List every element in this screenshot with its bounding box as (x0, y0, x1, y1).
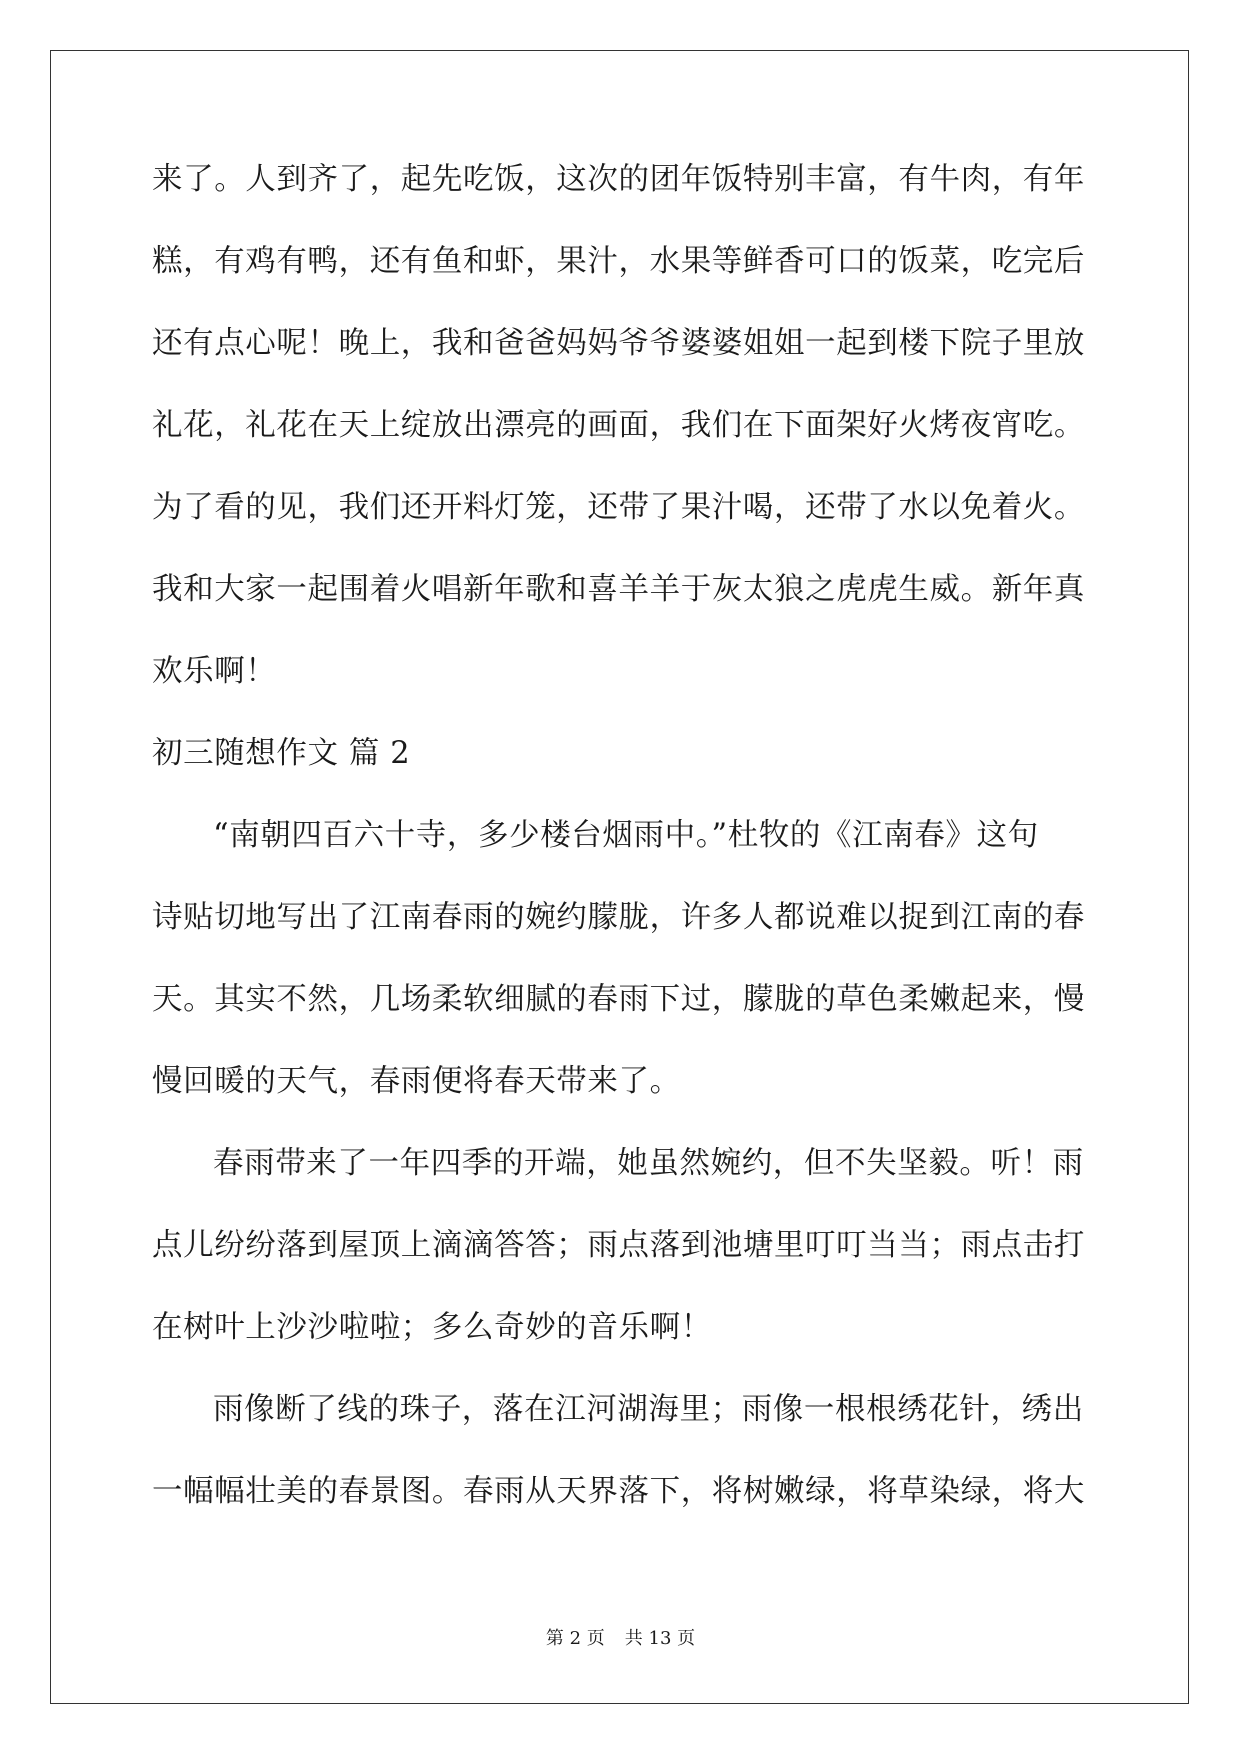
text-line: 在树叶上沙沙啦啦；多么奇妙的音乐啊！ (152, 1310, 712, 1345)
text-line: 点儿纷纷落到屋顶上滴滴答答；雨点落到池塘里叮叮当当；雨点击打 (152, 1228, 1085, 1263)
paragraph-start: 雨像断了线的珠子，落在江河湖海里；雨像一根根绣花针，绣出 (213, 1392, 1084, 1427)
text-line: 一幅幅壮美的春景图。春雨从天界落下，将树嫩绿，将草染绿，将大 (152, 1474, 1085, 1509)
page-total: 共 13 页 (624, 1628, 696, 1649)
page-footer (0, 1624, 1241, 1650)
text-line: 欢乐啊！ (152, 654, 277, 689)
text-line: 来了。人到齐了，起先吃饭，这次的团年饭特别丰富，有牛肉，有年 (152, 162, 1085, 197)
text-line: 糕，有鸡有鸭，还有鱼和虾，果汁，水果等鲜香可口的饭菜，吃完后 (152, 244, 1085, 279)
text-line: 为了看的见，我们还开料灯笼，还带了果汁喝，还带了水以免着火。 (152, 490, 1085, 525)
text-line: 还有点心呢！晚上，我和爸爸妈妈爷爷婆婆姐姐一起到楼下院子里放 (152, 326, 1085, 361)
text-line: 礼花，礼花在天上绽放出漂亮的画面，我们在下面架好火烤夜宵吃。 (152, 408, 1085, 443)
text-line: 慢回暖的天气，春雨便将春天带来了。 (152, 1064, 681, 1099)
paragraph-start: 春雨带来了一年四季的开端，她虽然婉约，但不失坚毅。听！雨 (213, 1146, 1084, 1181)
section-heading: 初三随想作文 篇 2 (152, 736, 411, 771)
text-line: 诗贴切地写出了江南春雨的婉约朦胧，许多人都说难以捉到江南的春 (152, 900, 1085, 935)
text-line: 我和大家一起围着火唱新年歌和喜羊羊于灰太狼之虎虎生威。新年真 (152, 572, 1085, 607)
page-number: 第 2 页 (545, 1628, 605, 1649)
paragraph-start: “南朝四百六十寺，多少楼台烟雨中。”杜牧的《江南春》这句 (213, 818, 1039, 853)
text-line: 天。其实不然，几场柔软细腻的春雨下过，朦胧的草色柔嫩起来，慢 (152, 982, 1085, 1017)
document-body (152, 156, 1092, 1550)
